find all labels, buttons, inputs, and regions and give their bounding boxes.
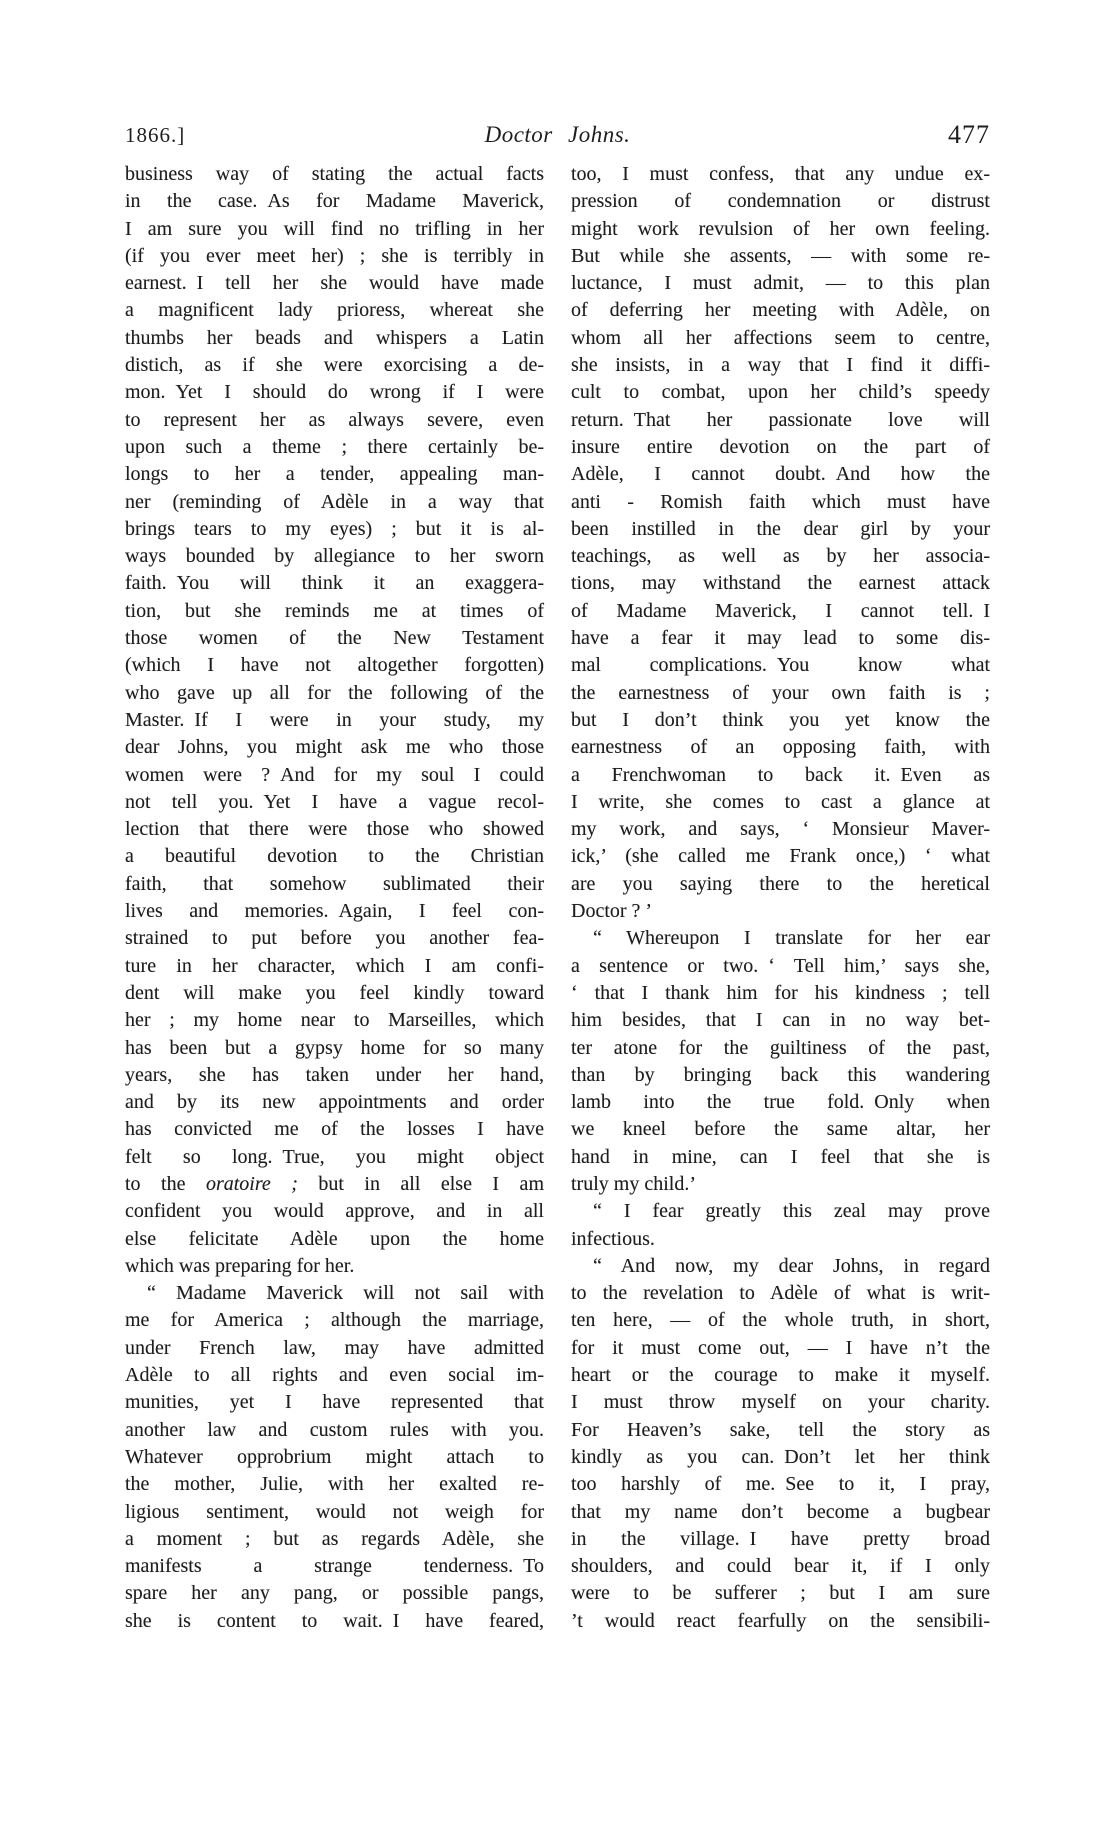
text-line: we kneel before the same altar, her xyxy=(571,1118,990,1141)
text-line: Master. If I were in your study, my xyxy=(125,708,544,731)
text-line: ner (reminding of Adèle in a way that xyxy=(125,490,544,513)
paragraph xyxy=(571,1253,990,1635)
text-line: ways bounded by allegiance to her sworn xyxy=(125,545,544,568)
text-line: Whatever opprobrium might attach to xyxy=(125,1445,544,1468)
text-line: her ; my home near to Marseilles, which xyxy=(125,1009,544,1032)
text-line: ’t would react fearfully on the sensibili- xyxy=(571,1609,990,1632)
text-line: faith. You will think it an exaggera- xyxy=(125,572,544,595)
text-line: ligious sentiment, would not weigh for xyxy=(125,1500,544,1523)
text-line: than by bringing back this wandering xyxy=(571,1063,990,1086)
text-line: mon. Yet I should do wrong if I were xyxy=(125,381,544,404)
text-line: else felicitate Adèle upon the home xyxy=(125,1227,544,1250)
text-line: might work revulsion of her own feeling. xyxy=(571,217,990,240)
text-line: (which I have not altogether forgotten) xyxy=(125,654,544,677)
text-line: in the village. I have pretty broad xyxy=(571,1527,990,1550)
text-line: hand in mine, can I feel that she is xyxy=(571,1145,990,1168)
text-line: too harshly of me. See to it, I pray, xyxy=(571,1473,990,1496)
text-line: women were ? And for my soul I could xyxy=(125,763,544,786)
text-line: lection that there were those who showed xyxy=(125,818,544,841)
text-line: were to be sufferer ; but I am sure xyxy=(571,1582,990,1605)
text-run: to the xyxy=(125,1172,206,1195)
text-line: teachings, as well as by her associa- xyxy=(571,545,990,568)
paragraph xyxy=(571,161,990,925)
text-line: confident you would approve, and in all xyxy=(125,1200,544,1223)
text-line: shoulders, and could bear it, if I only xyxy=(571,1555,990,1578)
text-line: tion, but she reminds me at times of xyxy=(125,599,544,622)
text-line: ter atone for the guiltiness of the past, xyxy=(571,1036,990,1059)
text-line: earnest. I tell her she would have made xyxy=(125,272,544,295)
text-line: “ Madame Maverick will not sail with xyxy=(147,1282,544,1305)
text-line: kindly as you can. Don’t let her think xyxy=(571,1445,990,1468)
text-line: the earnestness of your own faith is ; xyxy=(571,681,990,704)
text-line: whom all her affections seem to centre, xyxy=(571,326,990,349)
text-line: infectious. xyxy=(571,1227,655,1250)
text-line: lives and memories. Again, I feel con- xyxy=(125,900,544,923)
paragraph xyxy=(125,161,544,1280)
text-line: another law and custom rules with you. xyxy=(125,1418,544,1441)
text-line: in the case. As for Madame Maverick, xyxy=(125,190,544,213)
text-line: who gave up all for the following of the xyxy=(125,681,544,704)
text-line: “ Whereupon I translate for her ear xyxy=(593,927,990,950)
text-line: of deferring her meeting with Adèle, on xyxy=(571,299,990,322)
text-line: she insists, in a way that I find it diffi- xyxy=(571,354,990,377)
text-line: has convicted me of the losses I have xyxy=(125,1118,544,1141)
text-line: lamb into the true fold. Only when xyxy=(571,1091,990,1114)
text-line: “ And now, my dear Johns, in regard xyxy=(593,1254,990,1277)
page-header xyxy=(125,108,990,150)
text-line: of Madame Maverick, I cannot tell. I xyxy=(571,599,990,622)
text-line: I am sure you will find no trifling in her xyxy=(125,217,544,240)
text-line: has been but a gypsy home for so many xyxy=(125,1036,544,1059)
text-line: ick,’ (she called me Frank once,) ‘ what xyxy=(571,845,990,868)
text-line: return. That her passionate love will xyxy=(571,408,990,431)
text-line: been instilled in the dear girl by your xyxy=(571,517,990,540)
text-line: thumbs her beads and whispers a Latin xyxy=(125,326,544,349)
text-line: ten here, — of the whole truth, in short, xyxy=(571,1309,990,1332)
text-line: mal complications. You know what xyxy=(571,654,990,677)
header-page-number: 477 xyxy=(948,120,990,149)
text-line: a beautiful devotion to the Christian xyxy=(125,845,544,868)
text-line: years, she has taken under her hand, xyxy=(125,1063,544,1086)
header-year-label: 1866.] xyxy=(125,123,186,147)
column-left xyxy=(125,161,544,1635)
text-line: spare her any pang, or possible pangs, xyxy=(125,1582,544,1605)
text-line: (if you ever meet her) ; she is terribly in xyxy=(125,244,544,267)
text-line: my work, and says, ‘ Monsieur Maver- xyxy=(571,818,990,841)
text-line: cult to combat, upon her child’s speedy xyxy=(571,381,990,404)
text-line: longs to her a tender, appealing man- xyxy=(125,463,544,486)
text-line: luctance, I must admit, — to this plan xyxy=(571,272,990,295)
text-line: ‘ that I thank him for his kindness ; tell xyxy=(571,981,990,1004)
text-line: “ I fear greatly this zeal may prove xyxy=(593,1200,990,1223)
text-line: a Frenchwoman to back it. Even as xyxy=(571,763,990,786)
text-line xyxy=(125,1171,544,1198)
text-line: manifests a strange tenderness. To xyxy=(125,1555,544,1578)
text-line: strained to put before you another fea- xyxy=(125,927,544,950)
text-line: insure entire devotion on the part of xyxy=(571,435,990,458)
text-line: the mother, Julie, with her exalted re- xyxy=(125,1473,544,1496)
text-line: upon such a theme ; there certainly be- xyxy=(125,435,544,458)
text-line: dent will make you feel kindly toward xyxy=(125,981,544,1004)
text-line: Adèle to all rights and even social im- xyxy=(125,1364,544,1387)
text-line: a magnificent lady prioress, whereat she xyxy=(125,299,544,322)
text-line: pression of condemnation or distrust xyxy=(571,190,990,213)
text-line: that my name don’t become a bugbear xyxy=(571,1500,990,1523)
text-line: to represent her as always severe, even xyxy=(125,408,544,431)
text-line: and by its new appointments and order xyxy=(125,1091,544,1114)
text-line: have a fear it may lead to some dis- xyxy=(571,627,990,650)
text-line: those women of the New Testament xyxy=(125,627,544,650)
text-line: dear Johns, you might ask me who those xyxy=(125,736,544,759)
text-line: business way of stating the actual facts xyxy=(125,163,544,185)
text-line: felt so long. True, you might object xyxy=(125,1145,544,1168)
text-line: for it must come out, — I have n’t the xyxy=(571,1336,990,1359)
text-line: too, I must confess, that any undue ex- xyxy=(571,163,990,185)
text-line: distich, as if she were exorcising a de- xyxy=(125,354,544,377)
text-line: truly my child.’ xyxy=(571,1172,696,1195)
text-line: brings tears to my eyes) ; but it is al- xyxy=(125,517,544,540)
paragraph xyxy=(571,925,990,1198)
header-running-title: Doctor Johns. xyxy=(484,122,631,147)
text-line: under French law, may have admitted xyxy=(125,1336,544,1359)
text-line: not tell you. Yet I have a vague recol- xyxy=(125,790,544,813)
text-line: munities, yet I have represented that xyxy=(125,1391,544,1414)
column-right xyxy=(571,161,990,1635)
text-line: earnestness of an opposing faith, with xyxy=(571,736,990,759)
text-line: Adèle, I cannot doubt. And how the xyxy=(571,463,990,486)
text-line: him besides, that I can in no way bet- xyxy=(571,1009,990,1032)
text-line: ture in her character, which I am confi- xyxy=(125,954,544,977)
text-line: to the revelation to Adèle of what is writ- xyxy=(571,1282,990,1305)
text-line: heart or the courage to make it myself. xyxy=(571,1364,990,1387)
text-line: which was preparing for her. xyxy=(125,1254,355,1277)
text-columns xyxy=(125,161,990,1635)
paragraph xyxy=(571,1198,990,1253)
text-run: but in all else I am xyxy=(297,1172,544,1195)
text-line: she is content to wait. I have feared, xyxy=(125,1609,544,1632)
text-line: For Heaven’s sake, tell the story as xyxy=(571,1418,990,1441)
text-line: tions, may withstand the earnest attack xyxy=(571,572,990,595)
text-line: anti - Romish faith which must have xyxy=(571,490,990,513)
text-line: faith, that somehow sublimated their xyxy=(125,872,544,895)
text-line: But while she assents, — with some re- xyxy=(571,244,990,267)
text-line: are you saying there to the heretical xyxy=(571,872,990,895)
paragraph xyxy=(125,1280,544,1635)
text-line: I must throw myself on your charity. xyxy=(571,1391,990,1414)
text-line: I write, she comes to cast a glance at xyxy=(571,790,990,813)
text-line: a moment ; but as regards Adèle, she xyxy=(125,1527,544,1550)
text-line: Doctor ? ’ xyxy=(571,900,653,923)
text-run: oratoire ; xyxy=(205,1172,298,1195)
text-line: me for America ; although the marriage, xyxy=(125,1309,544,1332)
text-line: a sentence or two. ‘ Tell him,’ says she, xyxy=(571,954,990,977)
text-line: but I don’t think you yet know the xyxy=(571,708,990,731)
